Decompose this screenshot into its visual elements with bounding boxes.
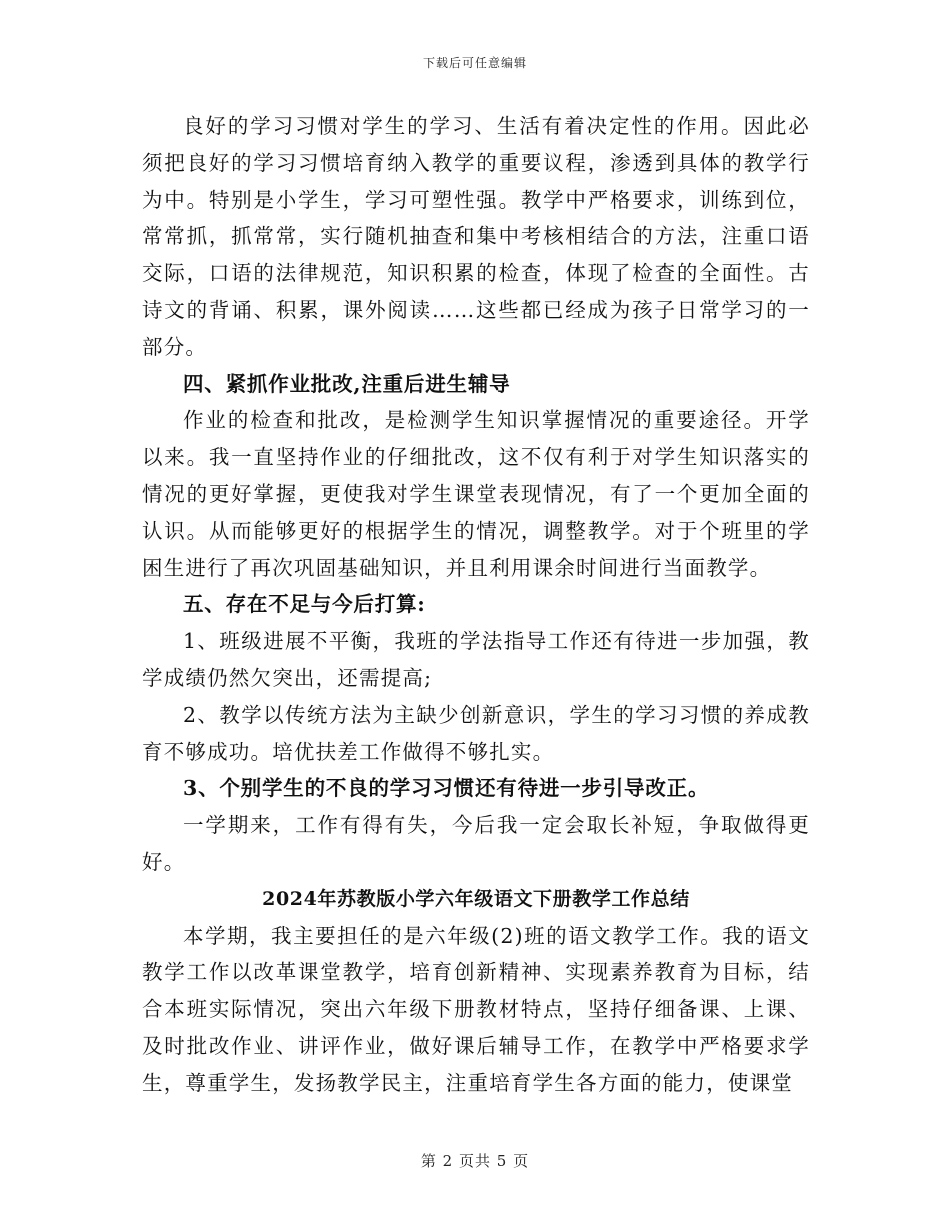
paragraph-conclusion: 一学期来，工作有得有失，今后我一定会取长补短，争取做得更好。 bbox=[142, 813, 810, 874]
document-title: 2024年苏教版小学六年级语文下册教学工作总结 bbox=[262, 887, 690, 910]
document-body bbox=[142, 108, 810, 1102]
page-header: 下载后可任意编辑 bbox=[422, 56, 527, 70]
section-heading-homework: 四、紧抓作业批改,注重后进生辅导 bbox=[183, 371, 511, 396]
paragraph-shortcoming-1: 1、班级进展不平衡，我班的学法指导工作还有待进一步加强，教学成绩仍然欠突出，还需提高; bbox=[142, 629, 810, 690]
paragraph-semester-intro: 本学期，我主要担任的是六年级(2)班的语文教学工作。我的语文教学工作以改革课堂教学，培育创新精神、实现素养教育为目标，结合本班实际情况，突出六年级下册教材特点，坚持仔细备课、上课、及时批改作业、讲评作业，做好课后辅导工作，在教学中严格要求学生，尊重学生，发扬教学民主，注重培育学生各方面的能力，使课堂 bbox=[142, 923, 810, 1095]
section-heading-shortcomings: 五、存在不足与今后打算: bbox=[183, 592, 426, 617]
paragraph-shortcoming-2: 2、教学以传统方法为主缺少创新意识，学生的学习习惯的养成教育不够成功。培优扶差工作做得不够扎实。 bbox=[142, 702, 810, 764]
paragraph-homework: 作业的检查和批改，是检测学生知识掌握情况的重要途径。开学以来。我一直坚持作业的仔细批改，这不仅有利于对学生知识落实的情况的更好掌握，更使我对学生课堂表现情况，有了一个更加全面的认识。从而能够更好的根据学生的情况，调整教学。对于个班里的学困生进行了再次巩固基础知识，并且利用课余时间进行当面教学。 bbox=[142, 408, 810, 580]
paragraph-shortcoming-3: 3、个别学生的不良的学习习惯还有待进一步引导改正。 bbox=[183, 776, 710, 801]
page-footer: 第 2 页共 5 页 bbox=[420, 1152, 530, 1170]
paragraph-study-habits: 良好的学习习惯对学生的学习、生活有着决定性的作用。因此必须把良好的学习习惯培育纳入教学的重要议程，渗透到具体的教学行为中。特别是小学生，学习可塑性强。教学中严格要求，训练到位，常常抓，抓常常，实行随机抽查和集中考核相结合的方法，注重口语交际，口语的法律规范，知识积累的检查，体现了检查的全面性。古诗文的背诵、积累，课外阅读……这些都已经成为孩子日常学习的一部分。 bbox=[142, 114, 810, 359]
